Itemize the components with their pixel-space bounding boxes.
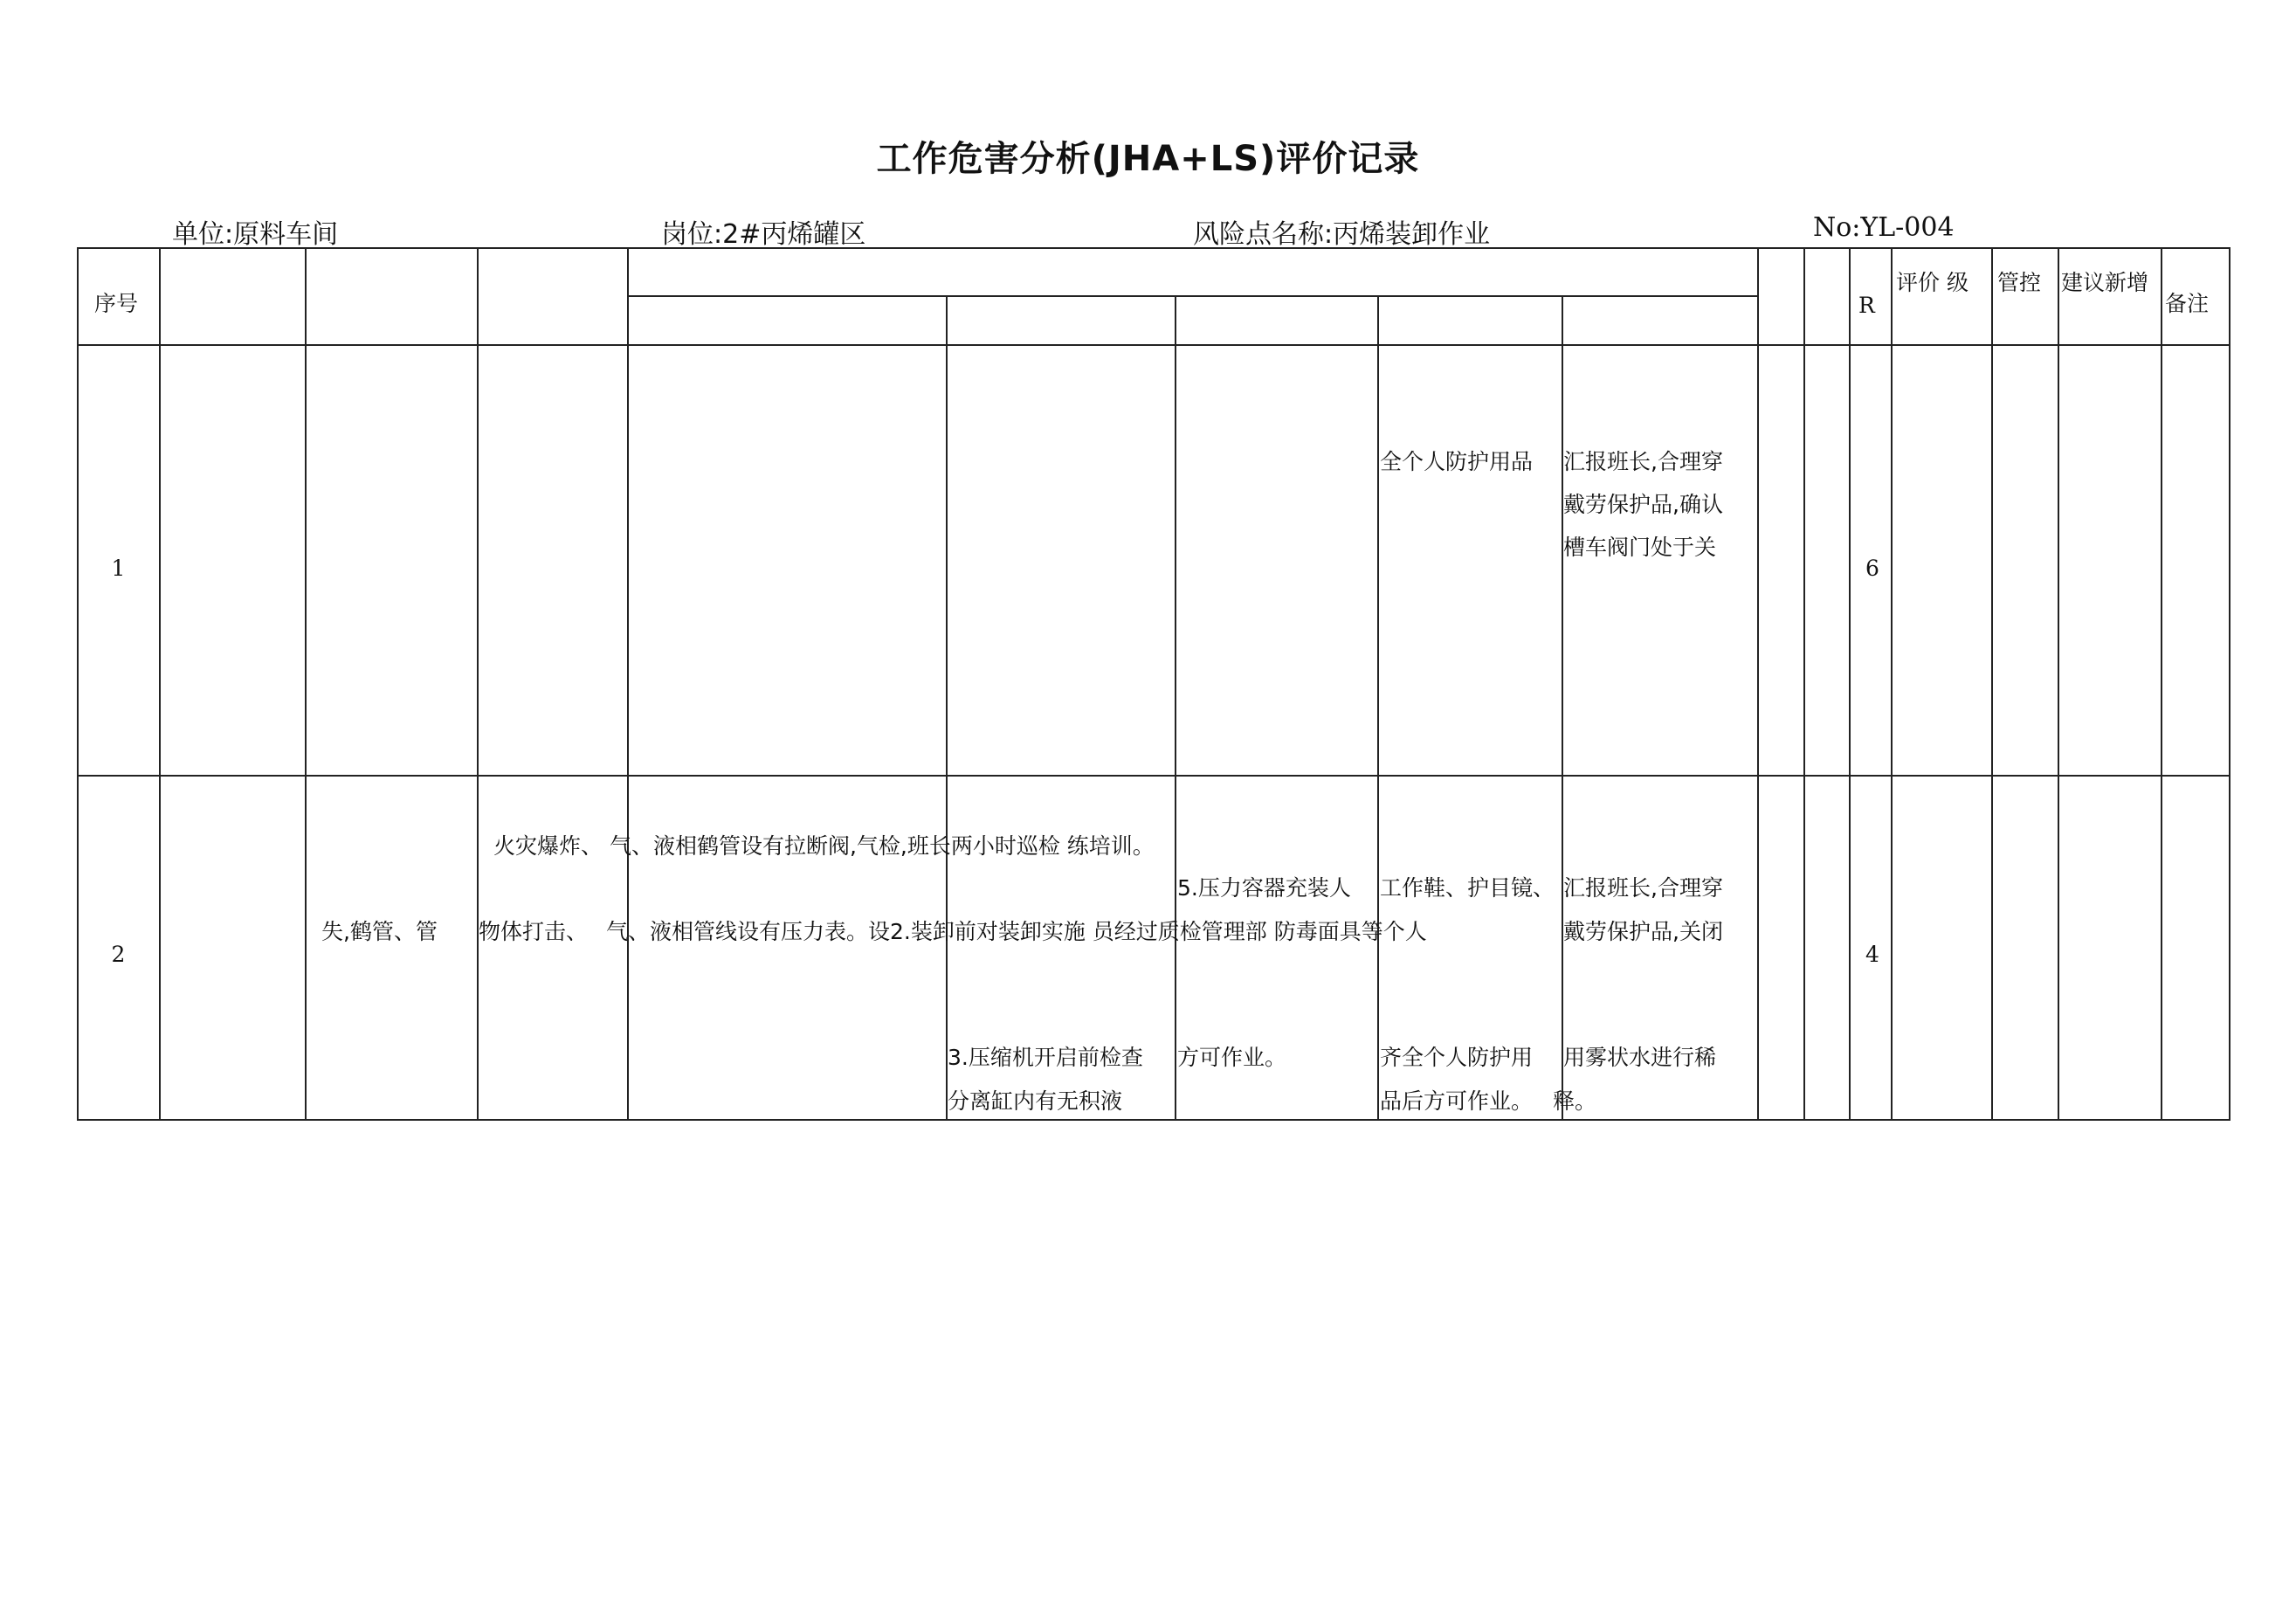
row2-ppe-line3: 品后方可作业。 bbox=[1380, 1088, 1534, 1114]
row2-hazard: 物体打击、 bbox=[479, 919, 589, 944]
post-label: 岗位:2#丙烯罐区 bbox=[661, 219, 866, 250]
table-border bbox=[78, 248, 2230, 1120]
row2-emergency-line1: 汇报班长,合理穿 bbox=[1563, 875, 1723, 901]
header-control: 管控 bbox=[1997, 270, 2042, 295]
header-r: R bbox=[1858, 293, 1875, 318]
row1-emergency-line3: 槽车阀门处于关 bbox=[1563, 535, 1717, 560]
header-eval-level: 评价 级 bbox=[1896, 270, 1968, 295]
row1-emergency-line1: 汇报班长,合理穿 bbox=[1563, 449, 1723, 474]
row2-seq: 2 bbox=[111, 942, 126, 967]
row2-emergency-line3: 用雾状水进行稀 bbox=[1563, 1045, 1717, 1070]
unit-label: 单位:原料车间 bbox=[172, 219, 339, 250]
row2-measure-b-line1: 3.压缩机开启前检查 bbox=[948, 1045, 1143, 1070]
row1-seq: 1 bbox=[111, 556, 126, 581]
row2-measure-b-line2: 分离缸内有无积液 bbox=[948, 1088, 1123, 1114]
row2-training-line1: 5.压力容器充装人 bbox=[1177, 875, 1351, 901]
header-seq: 序号 bbox=[94, 291, 139, 316]
row2-training-line2: 方可作业。 bbox=[1177, 1045, 1287, 1070]
page-title: 工作危害分析(JHA+LS)评价记录 bbox=[876, 139, 1420, 179]
row2-measure-line2: 气、液相管线设有压力表。设2.装卸前对装卸实施 员经过质检管理部 防毒面具等个人 bbox=[606, 919, 1427, 944]
row2-measure-line1: 火灾爆炸、 气、液相鹤管设有拉断阀,气检,班长两小时巡检 练培训。 bbox=[493, 833, 1155, 859]
row1-emergency-line2: 戴劳保护品,确认 bbox=[1563, 492, 1723, 517]
doc-number: No:YL-004 bbox=[1813, 212, 1955, 243]
header-remark: 备注 bbox=[2165, 291, 2210, 316]
risk-point-label: 风险点名称:丙烯装卸作业 bbox=[1193, 219, 1491, 250]
table-grid bbox=[77, 247, 2230, 1121]
row2-emergency-line4: 释。 bbox=[1553, 1088, 1597, 1114]
row2-ppe-line2: 齐全个人防护用 bbox=[1380, 1045, 1534, 1070]
row2-ppe-line1: 工作鞋、护目镜、 bbox=[1380, 875, 1555, 901]
row2-step: 失,鹤管、管 bbox=[321, 919, 438, 944]
row1-ppe: 全个人防护用品 bbox=[1380, 449, 1534, 474]
row2-emergency-line2: 戴劳保护品,关闭 bbox=[1563, 919, 1723, 944]
row2-r: 4 bbox=[1865, 942, 1879, 967]
row1-r: 6 bbox=[1865, 556, 1879, 581]
header-suggest: 建议新增 bbox=[2061, 270, 2149, 295]
